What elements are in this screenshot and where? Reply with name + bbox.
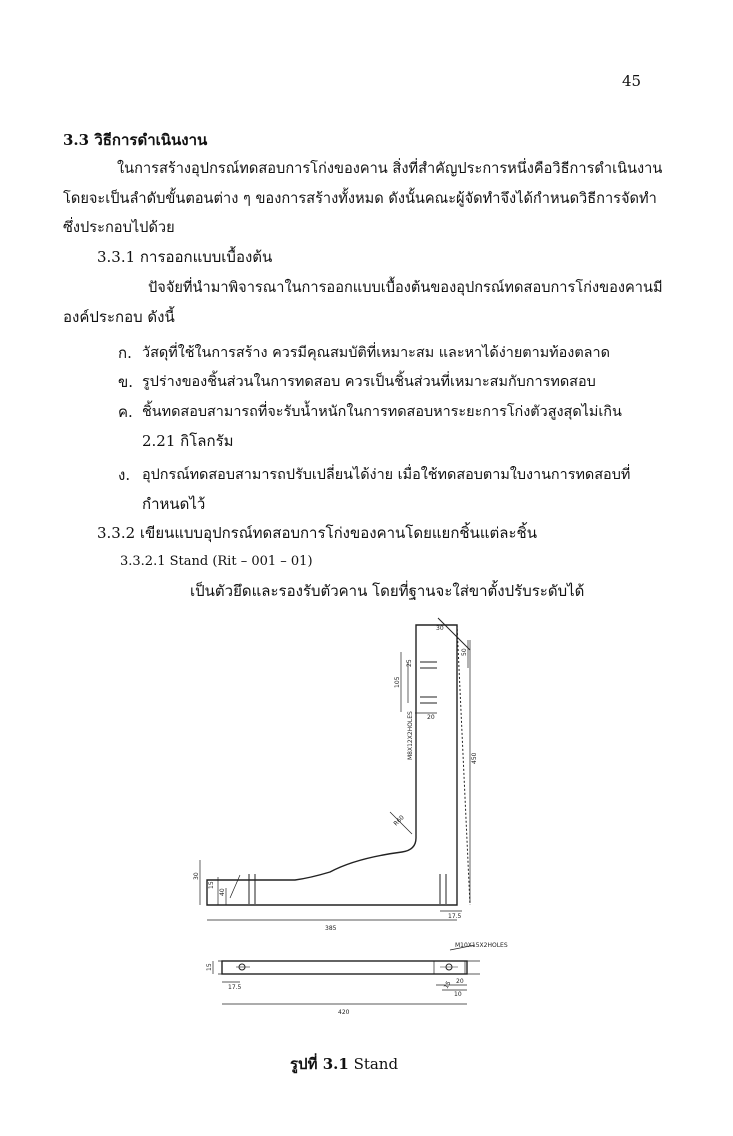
stand-outline xyxy=(207,625,457,905)
dim-plan-r3: 10 xyxy=(454,991,462,998)
list-marker: ข. xyxy=(118,373,134,391)
dim-plan-r2: 15 xyxy=(442,979,453,990)
intro-line-3: ซึ่งประกอบไปด้วย xyxy=(63,219,175,236)
dim-plan-hole-note: M10X15X2HOLES xyxy=(455,942,508,949)
plan-view xyxy=(213,945,480,1004)
list-text-continued: 2.21 กิโลกรัม xyxy=(142,432,234,450)
dim-plan-left-width: 15 xyxy=(206,963,213,971)
list-marker: ค. xyxy=(118,403,133,421)
list-marker: ง. xyxy=(118,466,131,484)
list-marker: ก. xyxy=(118,344,132,362)
intro-line-1: ในการสร้างอุปกรณ์ทดสอบการโก่งของคาน สิ่งที่สำคัญประการหนึ่งคือวิธีการดำเนินงาน xyxy=(117,160,663,177)
dim-left-h3: 40 xyxy=(219,888,226,896)
list-text: ชิ้นทดสอบสามารถที่จะรับน้ำหนักในการทดสอบหาระยะการโก่งตัวสูงสุดไม่เกิน xyxy=(142,404,622,420)
dim-left-h1: 30 xyxy=(193,872,200,880)
dim-radius: R60 xyxy=(392,814,406,828)
list-text: อุปกรณ์ทดสอบสามารถปรับเปลี่ยนได้ง่าย เมื่อใช้ทดสอบตามใบงานการทดสอบที่ xyxy=(142,467,631,483)
figure-caption-label: รูปที่ 3.1 xyxy=(290,1055,349,1073)
dim-right-base: 17.5 xyxy=(448,913,462,920)
page-number: 45 xyxy=(622,72,642,90)
subsection-3-3-1-para-2: องค์ประกอบ ดังนี้ xyxy=(63,308,175,326)
subsection-3-3-1-para-1: ปัจจัยที่นำมาพิจารณาในการออกแบบเบื้องต้นของอุปกรณ์ทดสอบการโก่งของคานมี xyxy=(148,279,663,296)
dim-plan-total: 420 xyxy=(338,1009,350,1016)
dim-plan-left-offset: 17.5 xyxy=(228,984,242,991)
dim-slot-height: 25 xyxy=(406,659,413,667)
dim-upper-span: 105 xyxy=(394,676,401,688)
list-text: วัสดุที่ใช้ในการสร้าง ควรมีคุณสมบัติที่เหมาะสม และหาได้ง่ายตามท้องตลาด xyxy=(142,345,610,361)
dim-base-length: 385 xyxy=(325,925,337,932)
list-text-continued: กำหนดไว้ xyxy=(142,495,206,513)
intro-line-2: โดยจะเป็นลำดับขั้นตอนต่าง ๆ ของการสร้างทั้งหมด ดังนั้นคณะผู้จัดทำจึงได้กำหนดวิธีการจัดทำ xyxy=(63,190,657,207)
dim-top-angle: 30 xyxy=(436,625,444,632)
elevation-view xyxy=(200,618,470,920)
dim-plan-r1: 20 xyxy=(456,978,464,985)
dim-top-right: 50 xyxy=(461,648,468,656)
subsection-3-3-2-title: 3.3.2 เขียนแบบอุปกรณ์ทดสอบการโก่งของคานโดยแยกชิ้นแต่ละชิ้น xyxy=(97,524,537,542)
figure-caption xyxy=(290,1055,398,1073)
section-heading: 3.3 วิธีการดำเนินงาน xyxy=(63,131,208,149)
dim-slot-width: 20 xyxy=(427,714,435,721)
figure-caption-text: Stand xyxy=(348,1055,399,1073)
dim-hole-note: M8X12X2HOLES xyxy=(407,711,414,760)
subsection-3-3-2-1-title: 3.3.2.1 Stand (Rit – 001 – 01) xyxy=(120,554,313,569)
subsection-3-3-2-1-para: เป็นตัวยึดและรองรับตัวคาน โดยที่ฐานจะใส่ขาตั้งปรับระดับได้ xyxy=(190,582,585,600)
dim-left-h2: 15 xyxy=(208,881,215,889)
dim-total-height: 450 xyxy=(471,752,478,764)
plan-outline xyxy=(222,961,467,974)
subsection-3-3-1-title: 3.3.1 การออกแบบเบื้องต้น xyxy=(97,248,273,266)
list-text: รูปร่างของชิ้นส่วนในการทดสอบ ควรเป็นชิ้นส่วนที่เหมาะสมกับการทดสอบ xyxy=(142,374,596,390)
